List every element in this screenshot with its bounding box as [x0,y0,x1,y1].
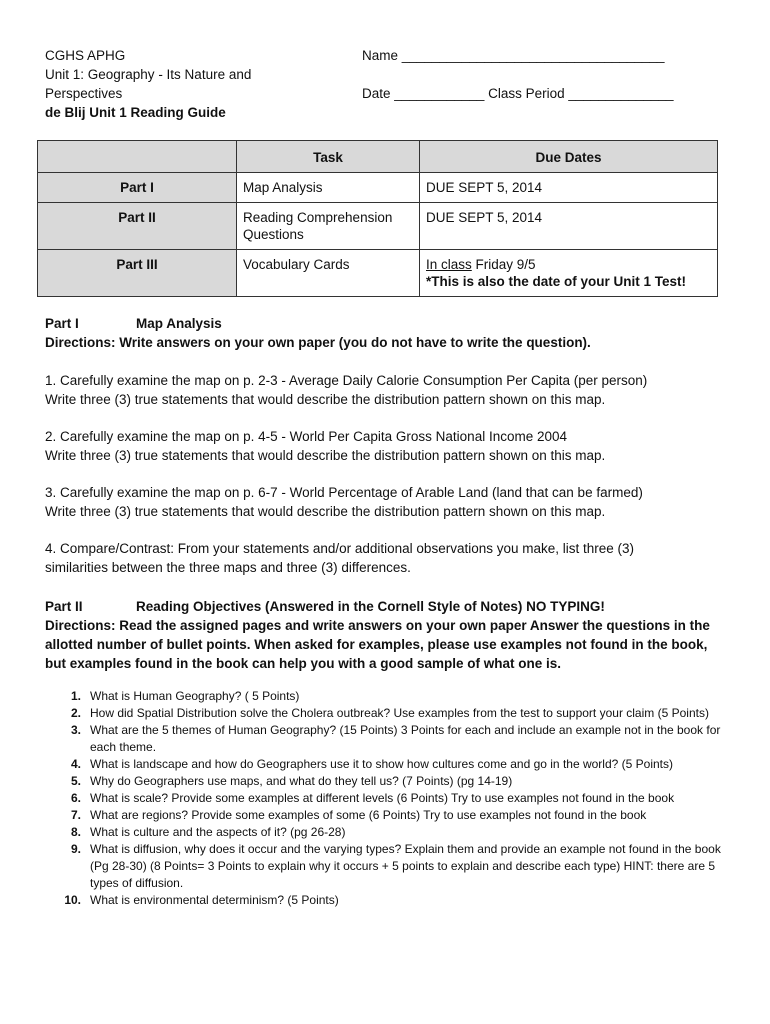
list-item [45,841,725,892]
part1-title: Map Analysis [136,316,222,331]
part2-heading [45,597,725,673]
table-row [38,203,718,250]
part1-title-line [45,315,725,334]
question-number: 3. [70,723,81,737]
document-title: de Blij Unit 1 Reading Guide [45,105,226,120]
question-number: 10. [64,893,81,907]
part1-heading [45,315,725,352]
table-row [38,250,718,297]
task-cell: Reading Comprehension Questions [237,203,420,250]
part-label: Part II [38,203,237,250]
date-period-field: Date ____________ Class Period ______________ [362,86,674,101]
question-number: 5. [70,774,81,788]
question-text: What is Human Geography? ( 5 Points) [90,689,300,703]
due-cell: DUE SEPT 5, 2014 [420,203,718,250]
part1-item-line: 2. Carefully examine the map on p. 4-5 - World Per Capita Gross National Income 2004 [45,429,568,444]
header-spacer [362,65,674,84]
unit-title-line-1: Unit 1: Geography - Its Nature and [45,67,252,82]
question-text: Why do Geographers use maps, and what do they tell us? (7 Points) (pg 14-19) [90,774,513,788]
part1-item [45,540,725,577]
table-header-task: Task [237,141,420,173]
question-number: 8. [70,825,81,839]
part-label: Part I [38,173,237,203]
question-text: What is diffusion, why does it occur and the varying types? Explain them and provide an example not found in the book (Pg 28-30) (8 Points= 3 Points to explain why it occurs + 5 points to explain and describe each type) HINT: there are 5 types of diffusion. [90,842,721,890]
question-number: 9. [70,842,81,856]
table-header-row [38,141,718,173]
list-item [45,722,725,756]
task-cell: Vocabulary Cards [237,250,420,297]
part1-item [45,484,725,521]
question-number: 2. [70,706,81,720]
part1-item-line: similarities between the three maps and three (3) differences. [45,559,411,575]
list-item [45,756,725,773]
due-note: *This is also the date of your Unit 1 Test! [426,274,687,289]
part1-item-line: Write three (3) true statements that would describe the distribution pattern shown on this map. [45,503,606,519]
part1-item [45,372,725,409]
due-cell: DUE SEPT 5, 2014 [420,173,718,203]
header-left [45,46,305,122]
list-item [45,705,725,722]
part1-item-line: Write three (3) true statements that would describe the distribution pattern shown on this map. [45,447,606,463]
table-row [38,173,718,203]
due-rest: Friday 9/5 [471,257,536,272]
list-item [45,807,725,824]
list-item [45,773,725,790]
question-number: 6. [70,791,81,805]
questions-list [45,688,725,909]
due-cell [420,250,718,297]
question-text: What is environmental determinism? (5 Points) [90,893,339,907]
part1-label: Part I [45,316,79,331]
question-text: What is landscape and how do Geographers use it to show how cultures come and go in the world? (5 Points) [90,757,673,771]
name-field: Name ___________________________________ [362,48,665,63]
part2-title: Reading Objectives (Answered in the Cornell Style of Notes) NO TYPING! [136,599,605,614]
question-text: How did Spatial Distribution solve the Cholera outbreak? Use examples from the test to support your claim (5 Points) [90,706,709,720]
question-text: What is culture and the aspects of it? (pg 26-28) [90,825,346,839]
list-item [45,892,725,909]
header-right [362,46,674,103]
task-cell: Map Analysis [237,173,420,203]
due-underlined: In class [426,257,472,272]
part1-item-line: 4. Compare/Contrast: From your statements and/or additional observations you make, list three (3) [45,541,635,556]
question-text: What are regions? Provide some examples of some (6 Points) Try to use examples not found in the book [90,808,647,822]
list-item [45,790,725,807]
list-item [45,688,725,705]
school-course: CGHS APHG [45,48,126,63]
list-item [45,824,725,841]
part2-directions: Directions: Read the assigned pages and write answers on your own paper Answer the questions in the allotted number of bullet points. When asked for examples, please use examples not found in the book, but examples found in the book can help you with a good sample of what one is. [45,618,710,671]
question-text: What are the 5 themes of Human Geography? (15 Points) 3 Points for each and include an example not in the book for each theme. [90,723,721,754]
part2-title-line [45,597,725,616]
part1-item-line: 1. Carefully examine the map on p. 2-3 - Average Daily Calorie Consumption Per Capita (per person) [45,373,648,388]
part1-item [45,428,725,465]
table-header-blank [38,141,237,173]
part1-item-line: Write three (3) true statements that would describe the distribution pattern shown on this map. [45,391,606,407]
question-number: 1. [70,689,81,703]
question-text: What is scale? Provide some examples at different levels (6 Points) Try to use examples not found in the book [90,791,675,805]
due-dates-table [37,140,718,297]
part1-directions: Directions: Write answers on your own paper (you do not have to write the question). [45,334,591,350]
part-label: Part III [38,250,237,297]
unit-title-line-2: Perspectives [45,86,123,101]
question-number: 7. [70,808,81,822]
part2-label: Part II [45,599,83,614]
part1-item-line: 3. Carefully examine the map on p. 6-7 - World Percentage of Arable Land (land that can be farmed) [45,485,643,500]
question-number: 4. [70,757,81,771]
table-header-due: Due Dates [420,141,718,173]
